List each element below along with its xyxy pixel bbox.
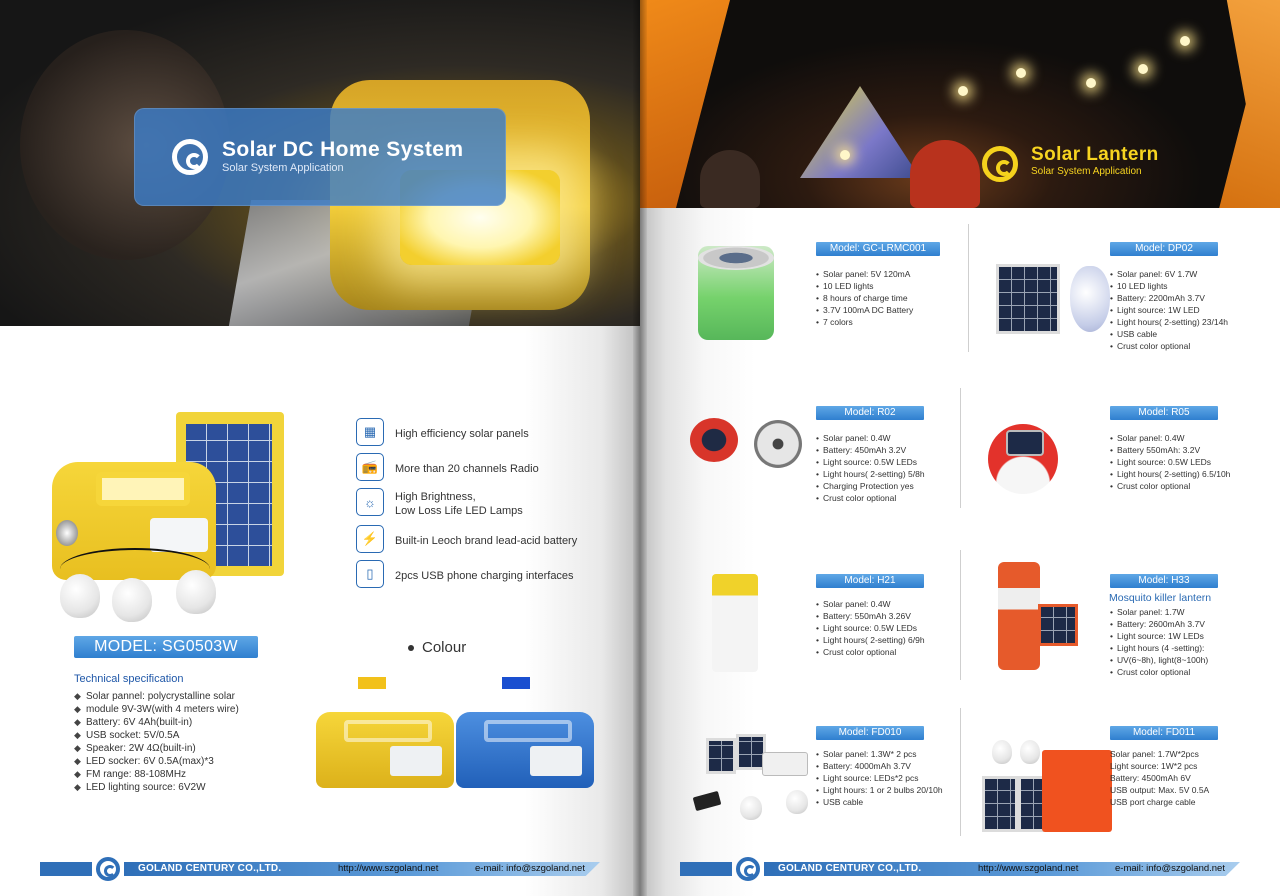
- solar-panel-h33-image: [1038, 604, 1078, 646]
- phone-icon: ▯: [356, 560, 384, 588]
- footer-email-link[interactable]: e-mail: info@szgoland.net: [475, 863, 585, 874]
- battery-box-fd011-image: [1042, 750, 1112, 832]
- spec-item: ◆ module 9V-3W(with 4 meters wire): [74, 703, 239, 716]
- product-spec-list: • Solar panel: 6V 1.7W • 10 LED lights • Battery: 2200mAh 3.7V • Light source: 1W LED • Light hours( 2-setting) 23/14h • USB cable • Crust color optional: [1110, 268, 1228, 352]
- person-shape: [910, 140, 980, 208]
- flashlight-icon: [56, 520, 78, 546]
- model-label: Model: H33: [1110, 574, 1218, 588]
- model-label: Model: FD010: [816, 726, 924, 740]
- colour-heading: Colour: [408, 639, 466, 656]
- footer-url-link[interactable]: http://www.szgoland.net: [338, 863, 439, 874]
- left-banner-subtitle: Solar System Application: [222, 162, 344, 174]
- solar-panel-fd010-image: [706, 738, 736, 774]
- bulb-icon: ☼: [356, 488, 384, 516]
- goland-logo-icon: [96, 857, 120, 881]
- led-bulb-icon: [176, 570, 216, 614]
- model-label: Model: R02: [816, 406, 924, 420]
- hero-photo-reading-lamp: [0, 0, 640, 326]
- footer-email-link[interactable]: e-mail: info@szgoland.net: [1115, 863, 1225, 874]
- product-spec-list: • Solar panel: 5V 120mA • 10 LED lights • 8 hours of charge time • 3.7V 100mA DC Battery • 7 colors: [816, 268, 913, 328]
- right-footer: [640, 856, 1280, 882]
- spec-item: ◆ Battery: 6V 4Ah(built-in): [74, 716, 239, 729]
- book-gutter: [633, 0, 647, 896]
- led-bulb-icon: [112, 578, 152, 622]
- feature-list: [356, 418, 626, 595]
- lantern-h21-image: [712, 574, 758, 672]
- product-spec-list: Solar panel: 1.7W*2pcs Light source: 1W*2 pcs Battery: 4500mAh 6V USB output: Max. 5V 0.5A USB port charge cable: [1110, 749, 1210, 807]
- orange-accent-shape: [1204, 0, 1280, 208]
- spec-item: ◆ FM range: 88-108MHz: [74, 768, 239, 781]
- colour-swatch-blue: [502, 677, 530, 689]
- led-bulb-icon: [60, 574, 100, 618]
- solar-panel-fd011-image: [982, 776, 1018, 832]
- model-label: MODEL: SG0503W: [74, 636, 258, 658]
- lantern-h33-image: [998, 562, 1040, 670]
- person-shape: [700, 150, 760, 208]
- lantern-r02-image: [690, 418, 738, 462]
- feature-item: ☼ High Brightness, Low Loss Life LED Lamps: [356, 488, 626, 524]
- radio-icon: 📻: [356, 453, 384, 481]
- left-banner: [134, 108, 506, 206]
- led-bulb-icon: [1020, 740, 1040, 764]
- product-spec-list: • Solar panel: 0.4W • Battery: 550mAh 3.26V • Light source: 0.5W LEDs • Light hours( 2-setting) 6/9h • Crust color optional: [816, 598, 925, 658]
- feature-item: ▦ High efficiency solar panels: [356, 418, 626, 452]
- footer-company: GOLAND CENTURY CO.,LTD.: [778, 863, 922, 874]
- generator-yellow-image: [316, 712, 454, 788]
- solar-panel-icon: ▦: [356, 418, 384, 446]
- right-banner-title: Solar Lantern: [1031, 144, 1159, 165]
- tent-shape: [800, 86, 920, 178]
- feature-item: ▯ 2pcs USB phone charging interfaces: [356, 560, 626, 594]
- solar-panel-dp02-image: [996, 264, 1060, 334]
- colour-swatch-yellow: [358, 677, 386, 689]
- lantern-r02-back-image: [754, 420, 802, 468]
- lantern-lrmc001-image: [698, 246, 774, 340]
- left-footer: [0, 856, 640, 882]
- goland-logo-icon: [172, 139, 208, 175]
- battery-icon: ⚡: [356, 525, 384, 553]
- tech-spec-heading: Technical specification: [74, 673, 184, 685]
- led-bulb-icon: [740, 796, 762, 820]
- generator-blue-image: [456, 712, 594, 788]
- spec-item: ◆ LED socker: 6V 0.5A(max)*3: [74, 755, 239, 768]
- product-spec-list: • Solar panel: 1.7W • Battery: 2600mAh 3.7V • Light source: 1W LEDs • Light hours (4 -setting): • UV(6~8h), light(8~100h) • Crust color optional: [1110, 606, 1208, 678]
- feature-item: ⚡ Built-in Leoch brand lead-acid battery: [356, 525, 626, 559]
- goland-logo-icon: [982, 146, 1018, 182]
- hero-photo-camping: [640, 0, 1280, 208]
- product-spec-list: • Solar panel: 0.4W • Battery 550mAh: 3.2V • Light source: 0.5W LEDs • Light hours( 2-setting) 6.5/10h • Crust color optional: [1110, 432, 1230, 492]
- product-subtitle: Mosquito killer lantern: [1109, 592, 1212, 604]
- model-label: Model: R05: [1110, 406, 1218, 420]
- battery-box-fd010-image: [762, 752, 808, 776]
- footer-url-link[interactable]: http://www.szgoland.net: [978, 863, 1079, 874]
- spec-item: ◆ Speaker: 2W 4Ω(built-in): [74, 742, 239, 755]
- model-label: Model: GC-LRMC001: [816, 242, 940, 256]
- spec-item: ◆ USB socket: 5V/0.5A: [74, 729, 239, 742]
- led-bulb-icon: [786, 790, 808, 814]
- phone-icon: [693, 791, 722, 811]
- right-banner-subtitle: Solar System Application: [1031, 166, 1142, 177]
- product-spec-list: • Solar panel: 1.3W* 2 pcs • Battery: 4000mAh 3.7V • Light source: LEDs*2 pcs • Light hours: 1 or 2 bulbs 20/10h • USB cable: [816, 748, 943, 808]
- model-label: Model: DP02: [1110, 242, 1218, 256]
- model-label: Model: FD011: [1110, 726, 1218, 740]
- model-label: Model: H21: [816, 574, 924, 588]
- spec-item: ◆ Solar pannel: polycrystalline solar: [74, 690, 239, 703]
- led-bulb-icon: [992, 740, 1012, 764]
- right-page: [640, 0, 1280, 896]
- goland-logo-icon: [736, 857, 760, 881]
- footer-company: GOLAND CENTURY CO.,LTD.: [138, 863, 282, 874]
- tech-spec-list: [74, 690, 239, 794]
- lantern-dp02-image: [1070, 266, 1110, 332]
- product-spec-list: • Solar panel: 0.4W • Battery: 450mAh 3.2V • Light source: 0.5W LEDs • Light hours( 2-setting) 5/8h • Charging Protection yes • Crust color optional: [816, 432, 925, 504]
- left-banner-title: Solar DC Home System: [222, 138, 464, 161]
- spec-item: ◆ LED lighting source: 6V2W: [74, 781, 239, 794]
- lantern-r05-image: [988, 424, 1058, 494]
- feature-item: 📻 More than 20 channels Radio: [356, 453, 626, 487]
